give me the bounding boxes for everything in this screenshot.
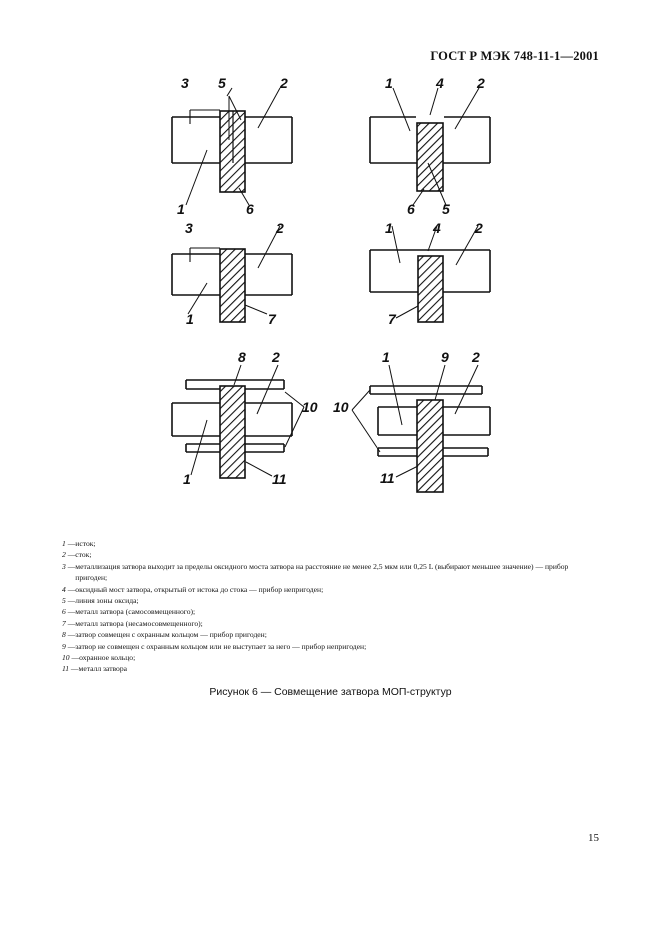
panel-e-label-1: 1 bbox=[183, 471, 191, 487]
legend-item: 11 — металл затвора bbox=[62, 664, 128, 674]
panel-d-diagram bbox=[370, 226, 490, 322]
legend-item: 7 — металл затвора (несамосовмещенного); bbox=[62, 618, 203, 628]
figure-legend bbox=[62, 538, 602, 675]
panel-b-label-6: 6 bbox=[407, 201, 415, 217]
legend-item: 9 — затвор не совмещен с охранным кольцом или не выступает за него — прибор непригоден; bbox=[62, 641, 367, 651]
legend-item: 1 — исток; bbox=[62, 539, 96, 548]
panel-f-label-9: 9 bbox=[441, 349, 449, 365]
panel-e-diagram bbox=[172, 365, 304, 478]
panel-b-label-5: 5 bbox=[442, 201, 450, 217]
panel-d-label-4: 4 bbox=[433, 220, 441, 236]
panel-a-label-2: 2 bbox=[280, 75, 288, 91]
panel-f-label-1: 1 bbox=[382, 349, 390, 365]
panel-b-label-4: 4 bbox=[436, 75, 444, 91]
legend-item: 10 — охранное кольцо; bbox=[62, 653, 136, 663]
panel-e-label-8: 8 bbox=[238, 349, 246, 365]
panel-f-label-10: 10 bbox=[333, 399, 349, 415]
page-number: 15 bbox=[588, 832, 599, 844]
legend-item: 8 — затвор совмещен с охранным кольцом — прибор пригоден; bbox=[62, 630, 267, 640]
legend-item: 6 — металл затвора (самосовмещенного); bbox=[62, 607, 196, 617]
panel-a-label-3: 3 bbox=[181, 75, 189, 91]
panel-b-diagram bbox=[370, 88, 490, 205]
panel-a-diagram bbox=[172, 88, 292, 205]
panel-e-label-10: 10 bbox=[302, 399, 318, 415]
panel-f-diagram bbox=[352, 365, 490, 492]
panel-d-label-1: 1 bbox=[385, 220, 393, 236]
panel-c-label-1: 1 bbox=[186, 311, 194, 327]
panel-e-label-2: 2 bbox=[272, 349, 280, 365]
panel-f-label-11: 11 bbox=[380, 470, 395, 486]
panel-a-label-5: 5 bbox=[218, 75, 226, 91]
legend-item: 3 — металлизация затвора выходит за пределы оксидного моста затвора на расстояние не менее 2,5 мкм или 0,25 L (выбирают меньшее значение) — прибор пригоден; bbox=[62, 561, 569, 583]
panel-d-label-7: 7 bbox=[388, 311, 396, 327]
panel-f-label-2: 2 bbox=[472, 349, 480, 365]
panel-c-label-7: 7 bbox=[268, 311, 276, 327]
panel-c-label-2: 2 bbox=[276, 220, 284, 236]
panel-b-label-2: 2 bbox=[477, 75, 485, 91]
panel-e-label-11: 11 bbox=[272, 471, 287, 487]
document-header: ГОСТ Р МЭК 748-11-1—2001 bbox=[430, 49, 599, 63]
legend-item: 2 — сток; bbox=[62, 550, 92, 560]
panel-a-label-1: 1 bbox=[177, 201, 185, 217]
panel-a-label-6: 6 bbox=[246, 201, 254, 217]
panel-c-diagram bbox=[172, 226, 292, 322]
panel-d-label-2: 2 bbox=[475, 220, 483, 236]
legend-item: 5 — линия зоны оксида; bbox=[62, 596, 139, 606]
panel-c-label-3: 3 bbox=[185, 220, 193, 236]
figure-caption: Рисунок 6 — Совмещение затвора МОП-структур bbox=[209, 686, 452, 698]
legend-item: 4 — оксидный мост затвора, открытый от истока до стока — прибор непригоден; bbox=[62, 584, 324, 594]
panel-b-label-1: 1 bbox=[385, 75, 393, 91]
